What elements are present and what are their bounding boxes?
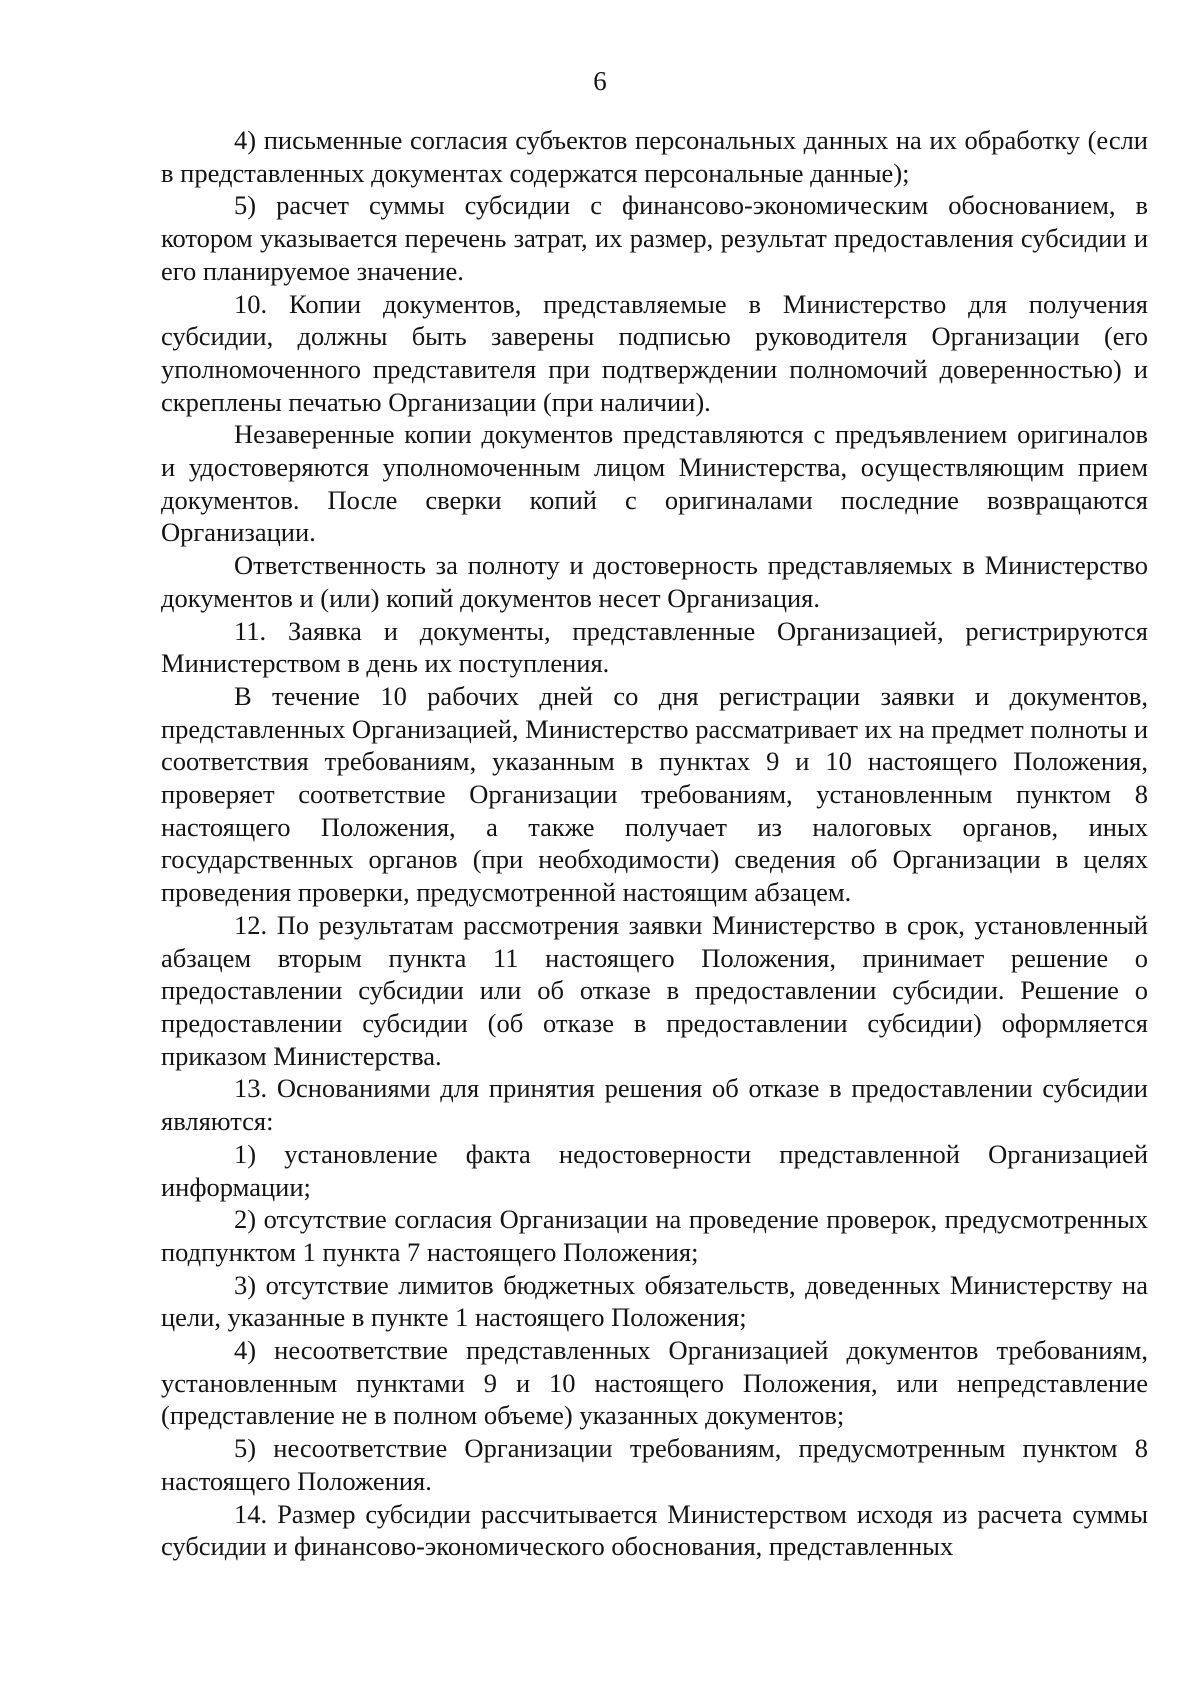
page-number: 6 (593, 66, 607, 96)
list-item-written-consents: 4) письменные согласия субъектов персональных данных на их обработку (если в представленных документах содержатся персональные данные); (161, 125, 1148, 188)
refusal-ground-1: 1) установление факта недостоверности представленной Организацией информации; (161, 1138, 1148, 1202)
clause-14-subsidy-size: 14. Размер субсидии рассчитывается Министерством исходя из расчета суммы субсидии и финансово-экономического обоснования, представленных (161, 1498, 1148, 1562)
refusal-ground-5: 5) несоответствие Организации требованиям, предусмотренным пунктом 8 настоящего Положения. (161, 1433, 1148, 1496)
clause-10-document-copies: 10. Копии документов, представляемые в Министерство для получения субсидии, должны быть заверены подписью руководителя Организации (его уполномоченного представителя при подтверждении полномочий доверенностью) и скреплены печатью Организации (при наличии). (161, 288, 1148, 417)
clause-11-review-period: В течение 10 рабочих дней со дня регистрации заявки и документов, представленных Организацией, Министерство рассматривает их на предмет полноты и соответствия требованиям, указанным в пунктах 9 и 10 настоящего Положения, проверяет соответствие Организации требованиям, установленным пунктом 8 настоящего Положения, а также получает из налоговых органов, иных государственных органов (при необходимости) сведения об Организации в целях проведения проверки, предусмотренной настоящим абзацем. (161, 680, 1148, 908)
list-item-subsidy-calculation: 5) расчет суммы субсидии с финансово-экономическим обоснованием, в котором указывается перечень затрат, их размер, результат предоставления субсидии и его планируемое значение. (161, 190, 1148, 286)
clause-13-refusal-grounds: 13. Основаниями для принятия решения об отказе в предоставлении субсидии являются: (161, 1073, 1148, 1137)
clause-10-responsibility: Ответственность за полноту и достоверность представляемых в Министерство документов и (или) копий документов несет Организация. (161, 550, 1148, 613)
refusal-ground-3: 3) отсутствие лимитов бюджетных обязательств, доведенных Министерству на цели, указанные в пункте 1 настоящего Положения; (161, 1269, 1148, 1333)
document-body (161, 124, 1148, 1563)
clause-12-decision: 12. По результатам рассмотрения заявки Министерство в срок, установленный абзацем вторым пункта 11 настоящего Положения, принимает решение о предоставлении субсидии или об отказе в предоставлении субсидии. Решение о предоставлении субсидии (об отказе в предоставлении субсидии) оформляется приказом Министерства. (161, 909, 1148, 1071)
refusal-ground-2: 2) отсутствие согласия Организации на проведение проверок, предусмотренных подпунктом 1 пункта 7 настоящего Положения; (161, 1204, 1148, 1267)
clause-10-unverified-copies: Незаверенные копии документов представляются с предъявлением оригиналов и удостоверяются уполномоченным лицом Министерства, осуществляющим прием документов. После сверки копий с оригиналами последние возвращаются Организации. (161, 419, 1148, 548)
clause-11-registration: 11. Заявка и документы, представленные Организацией, регистрируются Министерством в день их поступления. (161, 615, 1148, 679)
refusal-ground-4: 4) несоответствие представленных Организацией документов требованиям, установленным пунктами 9 и 10 настоящего Положения, или непредставление (представление не в полном объеме) указанных документов; (161, 1335, 1148, 1431)
